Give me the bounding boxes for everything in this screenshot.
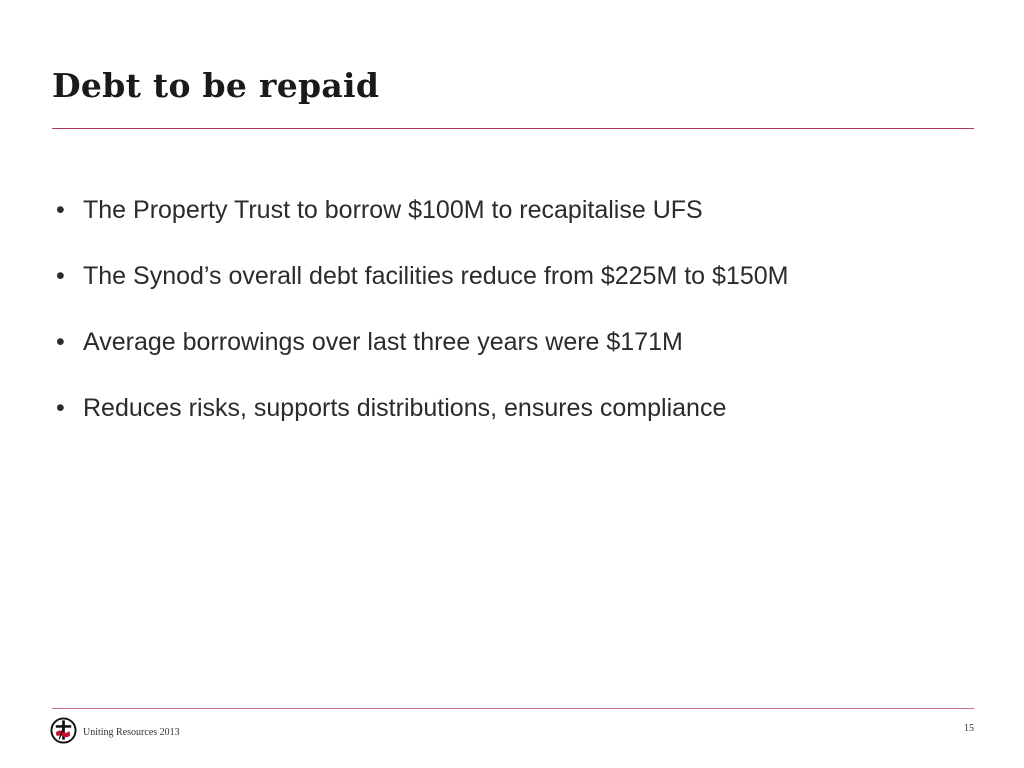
bullet-item xyxy=(56,328,788,361)
bullet-item xyxy=(56,394,788,427)
bullet-text: Average borrowings over last three years were $171M xyxy=(83,328,683,356)
bullet-text: The Synod’s overall debt facilities reduce from $225M to $150M xyxy=(83,262,789,290)
title-divider xyxy=(52,128,974,129)
bullet-marker: • xyxy=(56,262,65,290)
bullet-marker: • xyxy=(56,394,65,422)
bullet-list xyxy=(56,196,788,460)
slide-title: Debt to be repaid xyxy=(52,66,380,105)
bullet-item xyxy=(56,196,788,229)
uniting-church-logo-icon xyxy=(50,717,77,744)
page-number: 15 xyxy=(964,723,974,734)
bullet-text: The Property Trust to borrow $100M to recapitalise UFS xyxy=(83,196,703,224)
bullet-marker: • xyxy=(56,328,65,356)
footer-text: Uniting Resources 2013 xyxy=(83,727,180,738)
footer-divider xyxy=(52,708,974,709)
bullet-text: Reduces risks, supports distributions, ensures compliance xyxy=(83,394,727,422)
bullet-item xyxy=(56,262,788,295)
bullet-marker: • xyxy=(56,196,65,224)
